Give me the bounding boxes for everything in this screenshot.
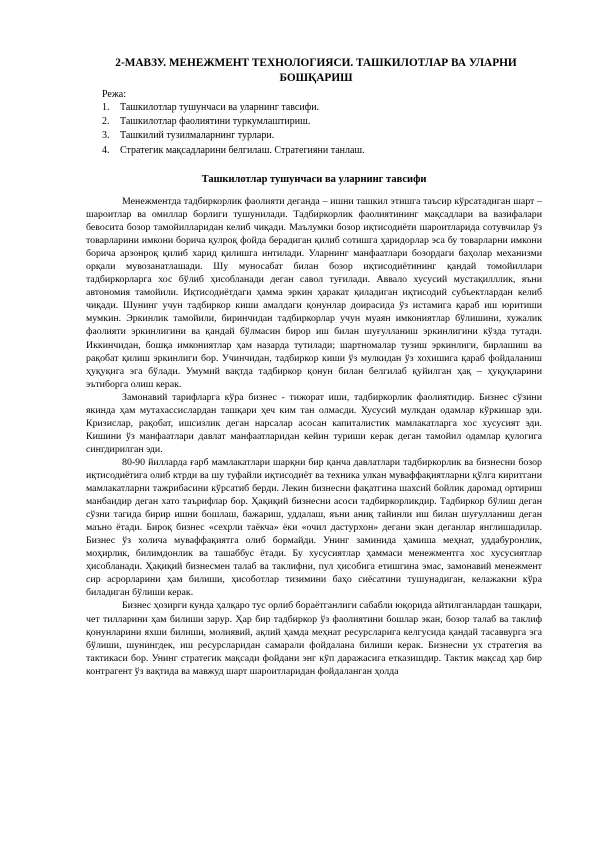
- plan-label: Режа:: [102, 89, 126, 100]
- body-text: [86, 195, 542, 678]
- plan-item-text: Ташкилотлар тушунчаси ва уларнинг тавсифи.: [120, 102, 320, 113]
- section-heading: Ташкилотлар тушунчаси ва уларнинг тавсифи: [201, 174, 427, 185]
- paragraph: Менежментда тадбиркорлик фаолияти деганда – ишни ташкил этишга таъсир кўрсатадиган шарт – шароитлар ва омиллар борлиги тушунилади. Тадбиркорлик фаолиятининг мақсадлари ва вазифалари бевосита бозор тамойилларидан келиб чиқади. Маълумки бозор иқтисодиёти шароитларида сотувчилар ўз товарларини имкони борича қулроқ фойда берадиган қилиб сотишга ҳаридорлар эса бу товарларни имкони борича арзонроқ қилиб харид қилишга интилади. Уларнинг манфаатлари бозордаги баҳолар механизми орқали мувозанатлашади. Шу муносабат билан бозор иқтисодиётининг қандай томойиллари тадбиркорларга хос бўлиб ҳисобланади деган савол туғилади. Аввало хусусий мустақилллик, яъни автономия тамойили. Иқтисодиётдаги ҳамма эркин ҳаракат қиладиган иқтисодий субъектлардан келиб чиқади. Шунинг учун тадбиркор киши амалдаги қонунлар доирасида ўз истамига қараб иш юритиши мумкин. Эркинлик тамойили, биринчидан тадбиркорлар учун муаян имкониятлар бўлишини, хужалик фаолияти эркинлигини ва қандай бўлмасин бирор иш билан шуғулланиш эркинлигини кўзда тутади. Иккинчидан, бошқа имкониятлар ҳам назарда тутилади; шартномалар тузиш эркинлиги, бирлашиш ва рақобат қилиш эркинлиги бор. Учинчидан, тадбиркор киши ўз мулкидан ўз хохишига қараб фойдаланиш ҳуқуқига эга бўлади. Умумий вақтда тадбиркор қонун билан белгилаб қуйилган ҳақ – ҳуқуқларини эътиборга олиш керак.: [86, 196, 542, 390]
- plan-item: [102, 144, 542, 158]
- plan-item-number: 1.: [102, 102, 110, 113]
- plan-item-text: Ташкилотлар фаолиятини туркумлаштириш.: [120, 116, 311, 128]
- plan-item-number: 3.: [102, 130, 110, 142]
- page-title: 2-МАВЗУ. МЕНЕЖМЕНТ ТЕХНОЛОГИЯСИ. ТАШКИЛОТЛАР ВА УЛАРНИ БОШҚАРИШ: [115, 57, 517, 84]
- plan-item-number: 2.: [102, 116, 110, 128]
- paragraph: Замонавий тарифларга кўра бизнес - тижорат иши, тадбиркорлик фаолиятидир. Бизнес сўзини якинда ҳам мутахассислардан ташқари ҳеч ким тан олмасди. Хусусий мулкдан одамлар кўркишар эди. Кризислар, рақобат, ишсизлик деган нарсалар асосан капиталистик мамлакатларга хос хусусият эди. Кишини ўз манфаатлари давлат манфаатларидан кейин туриши керак деган тамойил одамлар қулогига сингдирилган эди.: [86, 391, 542, 455]
- paragraph: 80-90 йилларда ғарб мамлакатлари шарқни бир қанча давлатлари тадбиркорлик ва бизнесни бозор иқтисодиётига олиб ктрди ва шу туфайли иқтисодиёт ва техника улкан муваффақиятларни қўлга киритгани мамлакатларни тажрибасини кўрсатиб берди. Лекин бизнесни фақатгина шахсий бойлик даромад ортириш манбаидир деган хато таърифлар бор. Ҳақиқий бизнесни асоси тадбиркорликдир. Тадбиркор бўлиш деган сўзни тагида бирир ишни бошлаш, бажариш, уддалаш, яъни аниқ тайинли иш билан шуғулланиш деган маъно ётади. Бироқ бизнес «сехрли таёкча» ёки «очил дастурхон» дегани экан деганлар янглишадилар. Бизнес ўз холича муваффақиятга олиб бормайди. Унинг заминида ҳамиша меҳнат, уддабуронлик, моҳирлик, билимдонлик ва ташаббус ётади. Бу хусусиятлар ҳаммаси менежментга хос хусусиятлар ҳисобланади. Ҳақиқий бизнесмен талаб ва таклифни, пул ҳисобига етишгина эмас, замонавий менежмент сир асрорларини ҳам билиши, ҳисоботлар тизимини баҳо сиёсатини тушунадиган, келажакни кўра биладиган бўлиши керак.: [86, 456, 542, 599]
- plan-item-text: Ташкилий тузилмаларнинг турлари.: [120, 130, 275, 142]
- plan-list: [102, 101, 542, 158]
- paragraph: Бизнес ҳозирги кунда ҳалқаро тус орлиб бораётганлиги сабабли юқорида айтилганлардан ташқари, чет тилларини ҳам билиши зарур. Ҳар бир тадбиркор ўз фаолиятини бошлар экан, бозор талаб ва таклиф қонунларини яхши билиши, молиявий, ақлий ҳамда меҳнат ресурсларига келгусида қандай тасаввурга эга бўлиши, шунингдек, иш ресурсларидан самарали фойдалана билиши керак. Бизнесни ух стратегия ва тактикаси бор. Унинг стратегик мақсади фойдани энг кўп даражасига етказишдир. Тактик мақсад ҳар бир контрагент ўз вақтида ва мавжуд шарт шароитларидан фойдаланган ҳолда: [86, 600, 542, 677]
- plan-item-text: Стратегик мақсадларини белгилаш. Стратегияни танлаш.: [120, 144, 365, 156]
- plan-item: [102, 129, 542, 143]
- plan-item: [102, 101, 542, 115]
- plan-item-number: 4.: [102, 144, 110, 156]
- plan-item: [102, 115, 542, 129]
